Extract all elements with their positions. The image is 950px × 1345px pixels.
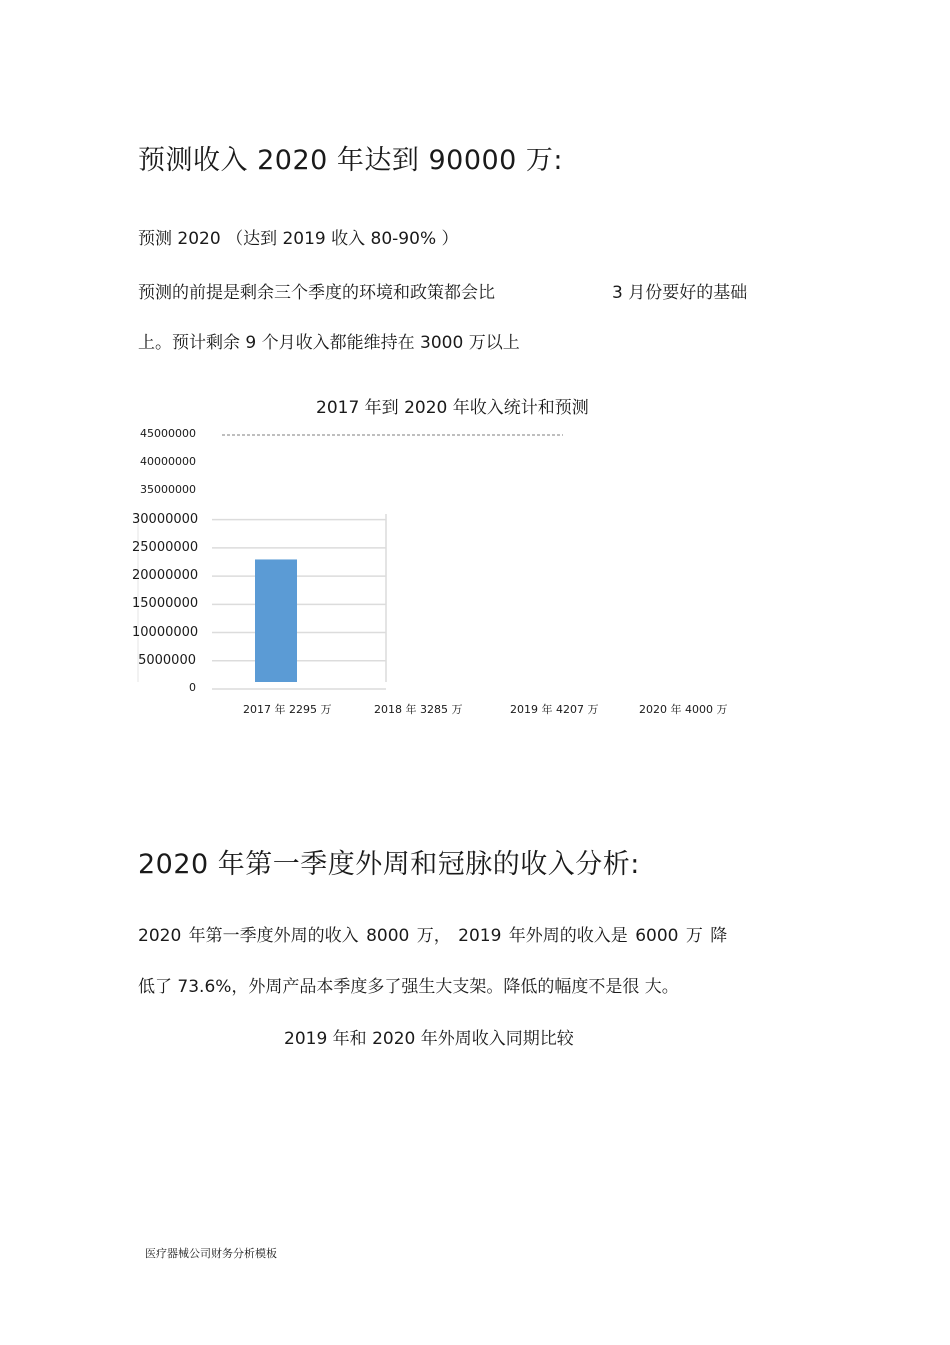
section2-line2: 低了 73.6%，外周产品本季度多了强生大支架。降低的幅度不是很 大。 bbox=[138, 977, 679, 997]
chart-bars bbox=[255, 559, 297, 682]
x-tick-label: 2018 年 3285 万 bbox=[374, 703, 463, 716]
footer-text: 医疗器械公司财务分析模板 bbox=[145, 1247, 277, 1260]
y-tick-label: 40000000 bbox=[140, 455, 196, 469]
y-tick-label: 35000000 bbox=[140, 483, 196, 497]
chart-gridlines bbox=[138, 435, 563, 689]
x-tick-label: 2017 年 2295 万 bbox=[243, 703, 332, 716]
x-tick-label: 2020 年 4000 万 bbox=[639, 703, 728, 716]
y-tick-label: 10000000 bbox=[132, 624, 199, 640]
y-tick-label: 15000000 bbox=[132, 596, 199, 612]
y-tick-label: 20000000 bbox=[132, 568, 199, 584]
section1-line3: 上。预计剩余 9 个月收入都能维持在 3000 万以上 bbox=[138, 333, 520, 353]
y-tick-label: 30000000 bbox=[132, 511, 199, 527]
x-tick-label: 2019 年 4207 万 bbox=[510, 703, 599, 716]
section2-subtitle: 2019 年和 2020 年外周收入同期比较 bbox=[284, 1029, 574, 1049]
section1-line2b: 3 月份要好的基础 bbox=[612, 283, 748, 303]
section1-heading: 预测收入 2020 年达到 90000 万: bbox=[138, 145, 564, 176]
y-tick-label: 45000000 bbox=[140, 427, 196, 440]
chart-title: 2017 年到 2020 年收入统计和预测 bbox=[316, 398, 589, 418]
section2-heading: 2020 年第一季度外周和冠脉的收入分析: bbox=[138, 849, 640, 880]
section2-line1: 2020 年第一季度外周的收入 8000 万， 2019 年外周的收入是 6000 万 降 bbox=[138, 926, 728, 946]
y-tick-label: 25000000 bbox=[132, 539, 199, 555]
bar-0 bbox=[255, 559, 297, 682]
y-tick-label: 0 bbox=[189, 681, 196, 694]
section1-line1: 预测 2020 （达到 2019 收入 80-90% ） bbox=[138, 229, 459, 249]
y-tick-label: 5000000 bbox=[138, 652, 196, 668]
section1-line2a: 预测的前提是剩余三个季度的环境和政策都会比 bbox=[138, 283, 495, 303]
